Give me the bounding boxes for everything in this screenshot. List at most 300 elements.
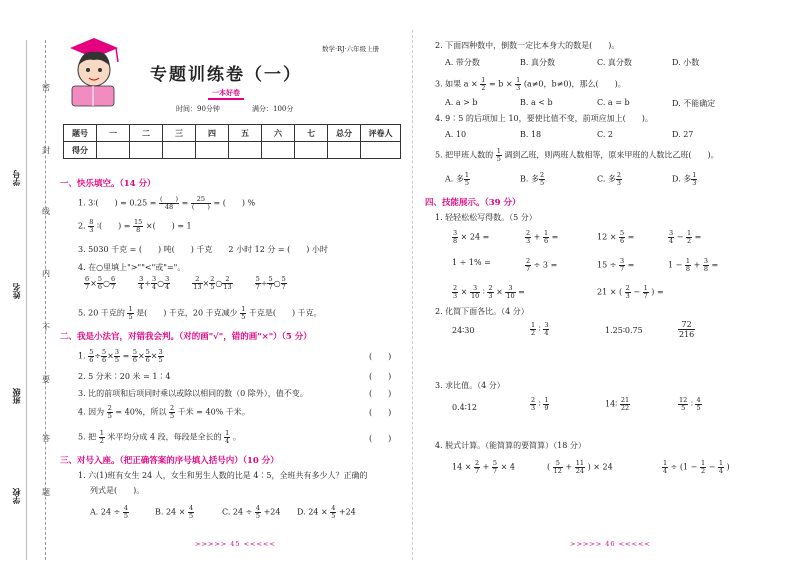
num: 2 — [107, 404, 112, 412]
num: 21 — [620, 396, 630, 404]
text: = — [627, 260, 635, 270]
den: 2 — [686, 237, 692, 245]
fraction — [678, 397, 688, 412]
den: 3 — [89, 226, 94, 234]
fraction — [496, 148, 502, 163]
r-q3-option[interactable]: C. a = b — [597, 98, 630, 107]
num: 1 — [464, 171, 470, 179]
compare-circle[interactable]: ○ — [273, 278, 281, 288]
fraction — [114, 349, 120, 364]
class-label: 班级 — [11, 388, 21, 404]
page-number-left: >>>>> 45 <<<<< — [195, 540, 276, 548]
score-input-cell[interactable] — [295, 142, 328, 159]
den: 8 — [703, 265, 708, 273]
score-table-header-row — [64, 125, 401, 142]
calc-step-item — [452, 460, 515, 475]
r-q3-option[interactable]: B. a < b — [520, 98, 553, 107]
den: 7 — [255, 283, 260, 291]
den: 7 — [492, 467, 498, 475]
calc-step-item: ( $\frac{5}{12}$ + $\frac{11}{24}$ ) × 24 — [547, 459, 613, 475]
book-label: 数学·RJ·六年级上册 — [322, 45, 380, 53]
den: 5 — [464, 179, 470, 187]
r-q3 — [435, 77, 626, 92]
fraction — [84, 276, 90, 291]
ratio-value-item: 0.4∶12 — [452, 403, 477, 412]
fraction — [138, 276, 144, 291]
fraction — [525, 258, 531, 273]
den: 5 — [123, 512, 128, 520]
s2-q3: 3. 比的前项和后项同时乘以或除以相同的数（0 除外），值不变。 — [78, 389, 308, 398]
num: 6 — [110, 275, 116, 283]
s1-q4: 4. 在○里填上">""<"或"="。 — [78, 263, 186, 272]
text: 1 − — [668, 260, 683, 270]
den: 3 — [516, 84, 521, 92]
den: 5 — [331, 512, 336, 520]
den: 4 — [225, 437, 230, 445]
num: 5 — [97, 275, 102, 283]
fraction — [492, 460, 498, 475]
num: 1 — [128, 305, 133, 313]
fraction — [255, 276, 261, 291]
brand-subtitle: 一本好卷 — [208, 88, 244, 100]
num: 25 — [191, 196, 211, 204]
fraction — [575, 460, 585, 475]
den: 6 — [543, 237, 549, 245]
fraction — [240, 306, 246, 321]
num: 11 — [575, 459, 585, 467]
comparison-item[interactable]: $\frac{5}{7}$ ÷ $\frac{5}{7}$ ○ $\frac{5}{7}$ — [255, 275, 286, 291]
num: 1 — [481, 76, 486, 84]
fraction — [452, 285, 458, 300]
calc-item: $\frac{3}{4}$ − $\frac{1}{2}$ = — [669, 229, 702, 245]
text: 5. 把 — [78, 432, 97, 442]
text: 3. 如果 a × — [435, 79, 478, 89]
num: 5 — [132, 348, 137, 356]
r-c3: 3. 求比值。（4 分） — [435, 381, 505, 390]
den: 6 — [102, 356, 107, 364]
num: 2 — [526, 257, 531, 265]
den: 5 — [210, 283, 215, 291]
num: 5 — [492, 459, 498, 467]
r-q3-option[interactable]: A. a > b — [445, 98, 478, 107]
op: × — [107, 351, 114, 361]
fraction — [700, 460, 706, 475]
score-input-cell[interactable] — [262, 142, 295, 159]
s3-q1b: 列式是( )。 — [90, 486, 145, 495]
den: 3 — [531, 404, 536, 412]
den: 7 — [619, 265, 625, 273]
num: 4 — [696, 396, 701, 404]
den: ( ) — [191, 203, 210, 211]
fraction — [619, 230, 625, 245]
section-4-title: 四、技能展示。（39 分） — [425, 198, 521, 208]
num: 1 — [516, 76, 521, 84]
text: D. 24 × — [297, 507, 328, 517]
text: B. 24 × — [155, 507, 186, 517]
num: 5 — [619, 229, 625, 237]
den: 13 — [193, 283, 202, 291]
comparison-item[interactable]: $\frac{3}{4}$ ÷ $\frac{3}{4}$ ○ $\frac{3}{4}$ — [139, 275, 170, 291]
fraction — [88, 219, 94, 234]
score-input-cell[interactable] — [328, 142, 361, 159]
den: 6 — [619, 237, 625, 245]
r-q2: 2. 下面四种数中，倒数一定比本身大的数是( )。 — [435, 41, 620, 50]
num: 1 — [99, 429, 104, 437]
num: 1 — [692, 171, 697, 179]
calc-item — [597, 258, 634, 273]
den: 7 — [526, 265, 531, 273]
text: = — [656, 287, 664, 297]
fraction — [159, 196, 179, 211]
text: D. 多 — [672, 174, 692, 184]
fraction — [470, 285, 480, 300]
mascot-icon — [62, 38, 124, 108]
r-q4-option[interactable]: C. 2 — [597, 130, 614, 139]
den: 4 — [139, 283, 144, 291]
table-cell: 三 — [163, 125, 196, 142]
den: 216 — [679, 330, 695, 339]
text: 21 × — [597, 287, 617, 297]
comparison-row — [84, 275, 287, 291]
den: 3 — [625, 292, 630, 300]
fraction — [678, 320, 695, 339]
fraction — [539, 172, 545, 187]
r-q3-option[interactable]: D. 不能确定 — [672, 99, 716, 108]
r-q5-option[interactable] — [520, 172, 545, 187]
num: 3 — [505, 285, 515, 293]
den: 4 — [544, 329, 549, 337]
ratio-item: $\frac{1}{2}$ ∶ $\frac{3}{4}$ — [531, 321, 549, 337]
school-label: 学校 — [11, 488, 21, 504]
comparison-item[interactable]: $\frac{2}{13}$ × $\frac{2}{5}$ ○ $\frac{2}{13}$ — [193, 275, 232, 291]
table-cell: 四 — [196, 125, 229, 142]
score-input-cell[interactable] — [97, 142, 130, 159]
text: B. 多 — [520, 174, 539, 184]
num: 1 — [718, 459, 724, 467]
table-cell: 六 — [262, 125, 295, 142]
num: 3 — [114, 348, 120, 356]
den: 5 — [158, 356, 163, 364]
den: 3 — [692, 179, 697, 187]
score-input-cell[interactable] — [361, 142, 401, 159]
den: 8 — [136, 226, 141, 234]
score-input-cell[interactable] — [196, 142, 229, 159]
den: 4 — [718, 467, 724, 475]
page-number-right: >>>>> 46 <<<<< — [570, 540, 651, 548]
op: × — [137, 351, 145, 361]
fraction — [695, 397, 701, 412]
text: 2. — [78, 221, 86, 231]
den: 3 — [488, 292, 493, 300]
den: 4 — [165, 283, 170, 291]
s2-q5 — [78, 430, 241, 445]
num: 5 — [281, 275, 286, 283]
compare-circle[interactable]: ○ — [215, 278, 223, 288]
den: 22 — [620, 404, 630, 412]
den: 5 — [255, 512, 261, 520]
op: ÷ — [94, 351, 102, 361]
r-q2-option[interactable]: B. 真分数 — [520, 58, 555, 67]
fraction — [127, 306, 133, 321]
den: 2 — [531, 329, 536, 337]
fraction — [530, 397, 536, 412]
den: 48 — [164, 203, 174, 211]
compare-circle[interactable]: ○ — [102, 278, 110, 288]
compare-circle[interactable]: ○ — [157, 278, 165, 288]
num: 1 — [496, 147, 501, 155]
seal-char: 题 — [42, 488, 50, 497]
op: = — [122, 351, 130, 361]
num: 1 — [643, 284, 648, 292]
num: 1 — [700, 459, 706, 467]
score-table — [63, 124, 401, 159]
r-c2: 2. 化简下面各比。（4 分） — [435, 307, 529, 316]
fraction — [474, 460, 480, 475]
num: 4 — [123, 504, 128, 512]
s3-q1-option-a[interactable] — [90, 505, 129, 520]
text: = — [627, 232, 635, 242]
text: 千米 = 40% 千米。 — [177, 407, 250, 417]
seal-char: 不 — [42, 323, 50, 332]
seal-char: 内 — [42, 269, 50, 278]
num: 5 — [255, 275, 260, 283]
score-input-cell[interactable] — [229, 142, 262, 159]
ratio-value-item — [605, 397, 630, 412]
r-q2-option[interactable]: C. 真分数 — [597, 58, 632, 67]
den: 6 — [132, 356, 137, 364]
text: 千克是( ) 千克。 — [248, 308, 322, 318]
den: 4 — [663, 467, 668, 475]
text: = b × — [488, 79, 513, 89]
fraction — [464, 172, 470, 187]
num: 1 — [543, 229, 549, 237]
den: 5 — [188, 512, 194, 520]
fraction — [188, 505, 194, 520]
num: 3 — [703, 257, 708, 265]
fraction — [133, 219, 143, 234]
num: 4 — [188, 504, 194, 512]
den: 4 — [669, 237, 674, 245]
den: 5 — [496, 155, 501, 163]
num: 8 — [89, 218, 94, 226]
num: 3 — [151, 275, 157, 283]
student-id-label: 学号 — [11, 170, 21, 186]
s2-q1 — [78, 349, 164, 364]
text: 4. 因为 — [78, 407, 105, 417]
fraction — [487, 285, 493, 300]
table-cell: 七 — [295, 125, 328, 142]
answer-paren[interactable]: ( ) — [369, 352, 392, 361]
den: 6 — [97, 283, 102, 291]
text: × 24 — [593, 462, 613, 472]
fraction — [686, 230, 692, 245]
ratio-value-item: $\frac{2}{3}$ ∶ $\frac{1}{9}$ — [531, 396, 549, 412]
fraction — [281, 276, 287, 291]
fraction — [616, 172, 622, 187]
fraction — [703, 258, 709, 273]
time-info: 时间：90分钟 — [176, 105, 220, 113]
den: 5 — [696, 404, 701, 412]
r-q4-option[interactable]: D. 27 — [672, 130, 694, 139]
score-input-cell[interactable] — [130, 142, 163, 159]
fraction — [169, 405, 175, 420]
den: 12 — [553, 467, 562, 475]
den: 5 — [241, 313, 246, 321]
num: 3 — [165, 275, 170, 283]
calc-item: $\frac{2}{3}$ × $\frac{3}{10}$ ∶ $\frac{2}{3}$ × $\frac{3}{10}$ = — [453, 284, 525, 300]
calc-item: $\frac{3}{8}$ × 24 = — [453, 229, 490, 245]
num: 1 — [241, 305, 246, 313]
den: 6 — [89, 356, 94, 364]
ratio-item: 24∶30 — [452, 326, 475, 335]
text: = ( ) % — [213, 198, 256, 208]
r-q2-option[interactable]: A. 带分数 — [445, 58, 480, 67]
text: A. 多 — [445, 174, 464, 184]
section-2-title: 二、我是小法官，对错我会判。（对的画"√"，错的画"×"）（5 分） — [60, 332, 312, 342]
num: 3 — [619, 257, 625, 265]
num: 3 — [470, 285, 480, 293]
fraction — [553, 460, 563, 475]
den: 8 — [453, 237, 458, 245]
den: 13 — [223, 283, 232, 291]
fraction — [643, 285, 649, 300]
page-title: 专题训练卷（一） — [150, 65, 302, 85]
text: 是( ) 千克，20 千克减少 — [136, 308, 238, 318]
text: 5. 20 千克的 — [78, 308, 125, 318]
den: 3 — [616, 179, 622, 187]
text: × 4 — [500, 462, 515, 472]
num: 2 — [453, 284, 458, 292]
den: 10 — [506, 292, 515, 300]
fraction — [452, 230, 458, 245]
r-q5-option[interactable] — [597, 172, 622, 187]
num: 1 — [544, 396, 549, 404]
fraction — [685, 258, 691, 273]
ratio-item — [678, 320, 695, 339]
table-cell: 总分 — [328, 125, 361, 142]
text: ∶( ) = — [96, 221, 131, 231]
op: × — [150, 351, 158, 361]
s1-q4-items — [84, 276, 287, 291]
section-1-title: 一、快乐填空。（14 分） — [60, 179, 156, 189]
s1-q5 — [78, 306, 322, 321]
text: = — [551, 232, 559, 242]
calc-item: $\frac{2}{7}$ ÷ 3 = — [526, 257, 558, 273]
num: ( ) — [159, 195, 179, 203]
table-cell: 二 — [130, 125, 163, 142]
num: 5 — [553, 460, 563, 468]
name-label: 姓名 — [11, 283, 21, 299]
den: 10 — [470, 292, 480, 300]
text: C. 24 ÷ — [222, 507, 253, 517]
fraction — [625, 285, 631, 300]
fraction — [530, 322, 536, 337]
fraction — [191, 196, 211, 211]
s3-q1-option-b[interactable] — [155, 505, 194, 520]
num: 72 — [678, 320, 695, 330]
den: 5 — [128, 313, 133, 321]
num: 1 — [225, 429, 230, 437]
binding-line-outer — [26, 40, 27, 560]
r-q4-option[interactable]: A. 10 — [445, 130, 467, 139]
seal-char: 线 — [42, 207, 50, 216]
answer-paren[interactable]: ( ) — [369, 434, 392, 443]
num: 2 — [539, 171, 545, 179]
score-table-score-row — [64, 142, 401, 159]
den: 4 — [151, 283, 157, 291]
section-3-title: 三、对号入座。（把正确答案的序号填入括号内）（10 分） — [60, 456, 279, 466]
den: 5 — [170, 412, 175, 420]
fraction — [662, 460, 668, 475]
fraction — [330, 505, 336, 520]
den: 6 — [145, 356, 150, 364]
fraction — [222, 276, 232, 291]
num: 1 — [663, 459, 668, 467]
fraction — [543, 230, 549, 245]
ratio-value-item: $\frac{12}{5}$ ∶ $\frac{4}{5}$ — [679, 396, 701, 412]
calc-item: 21 × ( $\frac{2}{3}$ − $\frac{1}{7}$ ) = — [597, 284, 664, 300]
den: 7 — [110, 283, 116, 291]
s3-q1-option-d[interactable]: D. 24 × $\frac{4}{5}$ +24 — [297, 504, 356, 520]
r-q5-option[interactable] — [445, 172, 470, 187]
text: = — [711, 260, 719, 270]
den: 7 — [643, 292, 648, 300]
fraction — [255, 505, 261, 520]
s3-q1-option-c[interactable]: C. 24 ÷ $\frac{4}{5}$ +24 — [222, 504, 281, 520]
num: 1 — [531, 321, 536, 329]
r-q4-option[interactable]: B. 18 — [520, 130, 542, 139]
fraction — [668, 230, 674, 245]
num: 3 — [453, 229, 458, 237]
r-q5-option[interactable] — [672, 172, 697, 187]
fraction — [525, 230, 531, 245]
answer-paren[interactable]: ( ) — [369, 372, 392, 381]
calc-item: 1 ÷ 1% = — [452, 258, 491, 267]
text: = — [518, 287, 525, 297]
r-c1: 1. 轻轻松松写得数。（5 分） — [435, 213, 537, 222]
den: 8 — [685, 265, 691, 273]
calc-item: $\frac{2}{3}$ + $\frac{1}{6}$ = — [526, 229, 559, 245]
num: 2 — [616, 171, 622, 179]
den: 7 — [281, 283, 286, 291]
fraction — [99, 430, 105, 445]
r-q4: 4. 9∶5 的后项加上 10，要使比值不变，前项应加上( )。 — [435, 114, 653, 123]
fraction — [192, 276, 202, 291]
answer-paren[interactable]: ( ) — [369, 389, 392, 398]
text: = — [694, 232, 702, 242]
text: (a≠0，b≠0)，那么( )。 — [523, 79, 626, 89]
text: ×( ) = 1 — [145, 221, 192, 231]
text: 调到乙班，则两班人数相等，原来甲班的人数比乙班( )。 — [504, 150, 719, 160]
score-info: 满分：100分 — [252, 105, 294, 113]
num: 6 — [85, 275, 90, 283]
s1-q2 — [78, 219, 192, 234]
num: 2 — [526, 229, 531, 237]
den: 2 — [99, 437, 104, 445]
comparison-item[interactable]: $\frac{6}{7}$ × $\frac{5}{6}$ ○ $\frac{6}{7}$ — [85, 275, 116, 291]
num: 1 — [686, 229, 692, 237]
text: 5. 把甲班人数的 — [435, 150, 494, 160]
fraction — [123, 505, 129, 520]
s1-q3: 3. 5030 千克 = ( ) 吨( ) 千克 2 小时 12 分 = ( ) 小时 — [78, 245, 328, 254]
score-input-cell[interactable] — [163, 142, 196, 159]
calc-step-item: $\frac{1}{4}$ ÷ (1 − $\frac{1}{2}$ − $\frac{1}{4}$ ) — [663, 459, 730, 475]
text: = — [482, 232, 490, 242]
s3-q1: 1. 六(1)班有女生 24 人，女生和男生人数的比是 4∶5，全班共有多少人？正确的 — [78, 471, 368, 480]
text: = 40%，所以 — [115, 407, 167, 417]
answer-paren[interactable]: ( ) — [369, 408, 392, 417]
r-q2-option[interactable]: D. 小数 — [672, 58, 700, 67]
